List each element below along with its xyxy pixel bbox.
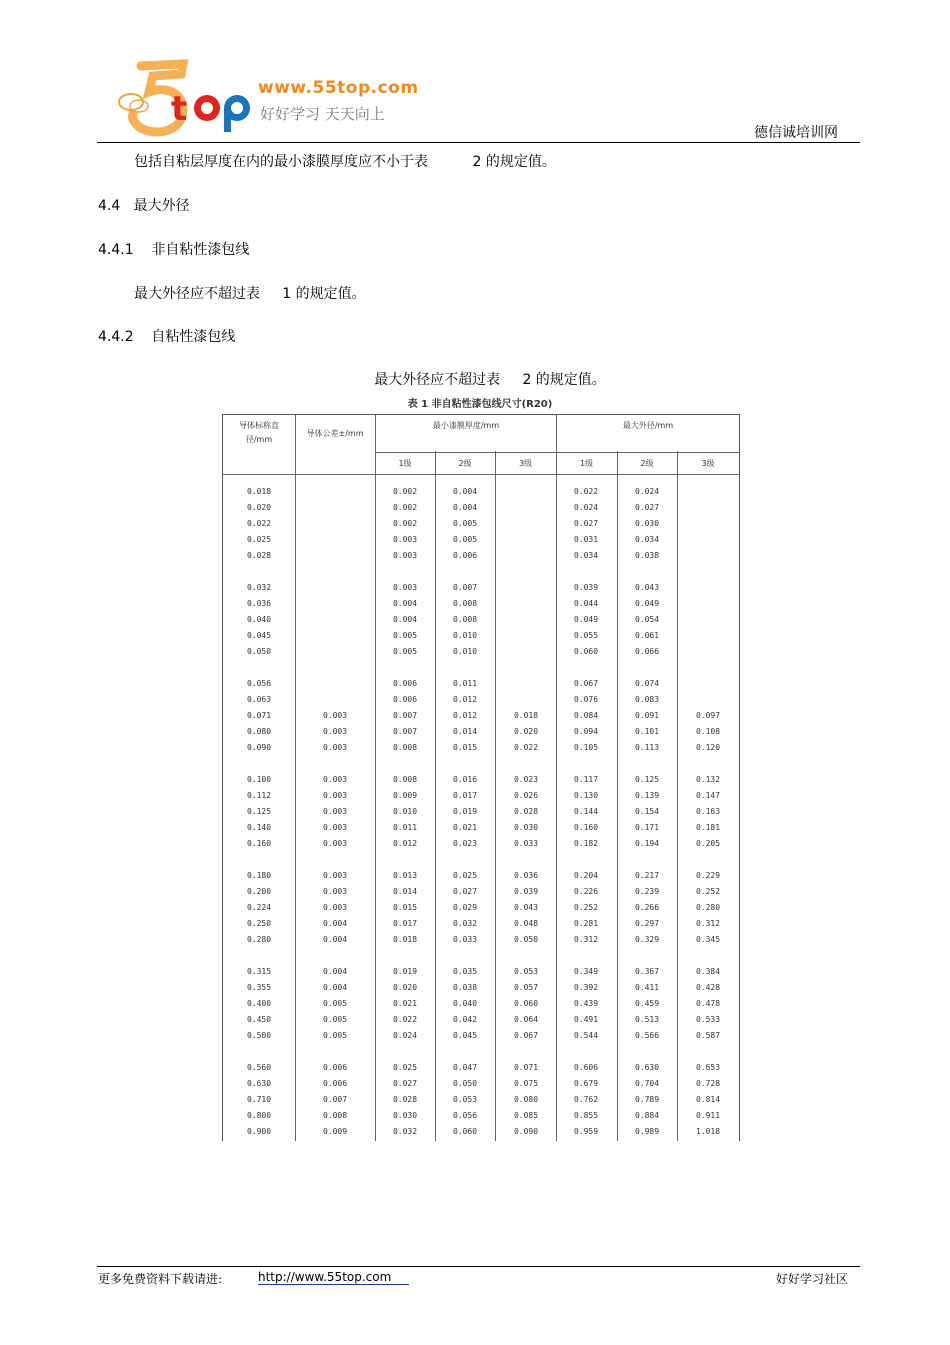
table-cell: 0.004 bbox=[322, 967, 348, 976]
table-cell: 0.025 bbox=[452, 871, 478, 880]
table-cell: 0.003 bbox=[322, 775, 348, 784]
table-cell: 0.140 bbox=[246, 823, 272, 832]
table-cell: 0.312 bbox=[573, 935, 599, 944]
table-cell: 0.181 bbox=[695, 823, 721, 832]
table-cell: 0.049 bbox=[634, 599, 660, 608]
table-cell: 0.040 bbox=[452, 999, 478, 1008]
table-cell: 0.030 bbox=[634, 519, 660, 528]
table-cell: 0.010 bbox=[452, 631, 478, 640]
table-cell: 0.066 bbox=[634, 647, 660, 656]
svg-text:t: t bbox=[171, 89, 188, 129]
footer-community-text: 好好学习社区 bbox=[775, 1272, 848, 1286]
table-cell: 0.630 bbox=[634, 1063, 660, 1072]
table-cell: 0.002 bbox=[392, 503, 418, 512]
table-cell: 0.814 bbox=[695, 1095, 721, 1104]
table-cell: 0.439 bbox=[573, 999, 599, 1008]
table-cell: 0.042 bbox=[452, 1015, 478, 1024]
table-cell: 0.053 bbox=[452, 1095, 478, 1104]
table-cell: 0.007 bbox=[392, 727, 418, 736]
table-cell: 0.100 bbox=[246, 775, 272, 784]
table-cell: 0.003 bbox=[322, 887, 348, 896]
table-cell: 0.080 bbox=[246, 727, 272, 736]
table-cell: 0.163 bbox=[695, 807, 721, 816]
table-cell: 0.004 bbox=[392, 599, 418, 608]
table-cell: 0.329 bbox=[634, 935, 660, 944]
table-cell: 0.056 bbox=[246, 679, 272, 688]
table-cell: 0.003 bbox=[322, 711, 348, 720]
table-cell: 0.513 bbox=[634, 1015, 660, 1024]
table-cell: 0.349 bbox=[573, 967, 599, 976]
table-cell: 0.022 bbox=[246, 519, 272, 528]
table-cell: 0.018 bbox=[392, 935, 418, 944]
table-cell: 0.039 bbox=[573, 583, 599, 592]
table-cell: 0.500 bbox=[246, 1031, 272, 1040]
table-cell: 0.315 bbox=[246, 967, 272, 976]
table-cell: 0.015 bbox=[392, 903, 418, 912]
table-cell: 0.027 bbox=[634, 503, 660, 512]
table-cell: 0.028 bbox=[246, 551, 272, 560]
table-cell: 0.027 bbox=[392, 1079, 418, 1088]
table-cell: 0.367 bbox=[634, 967, 660, 976]
table-cell: 0.091 bbox=[634, 711, 660, 720]
table-cell: 0.063 bbox=[246, 695, 272, 704]
table-cell: 0.048 bbox=[513, 919, 539, 928]
table-cell: 0.003 bbox=[322, 743, 348, 752]
section-4-4-2-heading: 4.4.2 自粘性漆包线 bbox=[98, 329, 236, 345]
table-cell: 0.679 bbox=[573, 1079, 599, 1088]
header-diameter: 导体标称直径/mm bbox=[239, 421, 279, 444]
table-cell: 0.028 bbox=[392, 1095, 418, 1104]
section-4-4-2-text: 最大外径应不超过表 2 的规定值。 bbox=[374, 372, 606, 388]
table-cell: 0.015 bbox=[452, 743, 478, 752]
table-cell: 0.003 bbox=[322, 823, 348, 832]
table-cell: 0.002 bbox=[392, 487, 418, 496]
table-cell: 0.054 bbox=[634, 615, 660, 624]
table-cell: 0.139 bbox=[634, 791, 660, 800]
table-cell: 0.789 bbox=[634, 1095, 660, 1104]
table-cell: 0.003 bbox=[322, 839, 348, 848]
table-cell: 0.005 bbox=[322, 1015, 348, 1024]
table-cell: 0.478 bbox=[695, 999, 721, 1008]
table-cell: 0.800 bbox=[246, 1111, 272, 1120]
table-cell: 0.027 bbox=[573, 519, 599, 528]
table-cell: 0.704 bbox=[634, 1079, 660, 1088]
table-cell: 0.034 bbox=[573, 551, 599, 560]
table-cell: 0.023 bbox=[452, 839, 478, 848]
header-min-film: 最小漆膜厚度/mm bbox=[432, 421, 500, 430]
table-cell: 0.004 bbox=[452, 503, 478, 512]
table-cell: 0.101 bbox=[634, 727, 660, 736]
table-cell: 0.004 bbox=[322, 919, 348, 928]
table-cell: 0.345 bbox=[695, 935, 721, 944]
header-subdivider bbox=[375, 452, 739, 453]
table-cell: 0.057 bbox=[513, 983, 539, 992]
table-cell: 0.022 bbox=[392, 1015, 418, 1024]
table-cell: 0.010 bbox=[452, 647, 478, 656]
header-max-outer: 最大外径/mm bbox=[622, 421, 674, 430]
section-4-4-1-text: 最大外径应不超过表 1 的规定值。 bbox=[134, 286, 366, 302]
table-cell: 0.154 bbox=[634, 807, 660, 816]
table-cell: 0.989 bbox=[634, 1127, 660, 1136]
table-cell: 0.034 bbox=[634, 535, 660, 544]
table-cell: 0.075 bbox=[513, 1079, 539, 1088]
table-cell: 0.355 bbox=[246, 983, 272, 992]
table-cell: 0.312 bbox=[695, 919, 721, 928]
table-cell: 0.090 bbox=[513, 1127, 539, 1136]
table-cell: 0.281 bbox=[573, 919, 599, 928]
table-cell: 0.544 bbox=[573, 1031, 599, 1040]
table-cell: 0.884 bbox=[634, 1111, 660, 1120]
grade-2-outer: 2级 bbox=[640, 459, 654, 468]
table-cell: 0.384 bbox=[695, 967, 721, 976]
table-cell: 0.006 bbox=[392, 695, 418, 704]
header-divider bbox=[97, 142, 860, 143]
table-cell: 0.217 bbox=[634, 871, 660, 880]
table-cell: 0.039 bbox=[513, 887, 539, 896]
table-cell: 0.630 bbox=[246, 1079, 272, 1088]
table-cell: 0.030 bbox=[392, 1111, 418, 1120]
table-cell: 0.004 bbox=[452, 487, 478, 496]
table-cell: 0.026 bbox=[513, 791, 539, 800]
table-cell: 0.003 bbox=[392, 583, 418, 592]
table-cell: 0.762 bbox=[573, 1095, 599, 1104]
table-cell: 0.005 bbox=[322, 999, 348, 1008]
table-cell: 0.025 bbox=[392, 1063, 418, 1072]
table-cell: 0.005 bbox=[452, 519, 478, 528]
table-cell: 0.060 bbox=[573, 647, 599, 656]
table-cell: 0.032 bbox=[392, 1127, 418, 1136]
table-cell: 0.029 bbox=[452, 903, 478, 912]
table-cell: 1.018 bbox=[695, 1127, 721, 1136]
table-cell: 0.182 bbox=[573, 839, 599, 848]
table-cell: 0.003 bbox=[392, 535, 418, 544]
table-cell: 0.200 bbox=[246, 887, 272, 896]
table-cell: 0.194 bbox=[634, 839, 660, 848]
table-cell: 0.112 bbox=[246, 791, 272, 800]
table-cell: 0.043 bbox=[634, 583, 660, 592]
table-cell: 0.024 bbox=[392, 1031, 418, 1040]
table-cell: 0.204 bbox=[573, 871, 599, 880]
table-cell: 0.003 bbox=[322, 807, 348, 816]
grade-3-outer: 3级 bbox=[701, 459, 715, 468]
table-cell: 0.045 bbox=[452, 1031, 478, 1040]
table-cell: 0.036 bbox=[246, 599, 272, 608]
table-cell: 0.031 bbox=[573, 535, 599, 544]
table-cell: 0.083 bbox=[634, 695, 660, 704]
table-cell: 0.006 bbox=[392, 679, 418, 688]
enameled-wire-size-table bbox=[222, 414, 740, 1141]
table-cell: 0.491 bbox=[573, 1015, 599, 1024]
table-cell: 0.005 bbox=[392, 631, 418, 640]
table-cell: 0.024 bbox=[573, 503, 599, 512]
table-cell: 0.050 bbox=[452, 1079, 478, 1088]
table-cell: 0.147 bbox=[695, 791, 721, 800]
table-cell: 0.038 bbox=[634, 551, 660, 560]
table-title: 表 1 非自粘性漆包线尺寸(R20) bbox=[407, 399, 553, 410]
table-cell: 0.280 bbox=[246, 935, 272, 944]
table-cell: 0.090 bbox=[246, 743, 272, 752]
table-cell: 0.008 bbox=[452, 615, 478, 624]
table-cell: 0.171 bbox=[634, 823, 660, 832]
table-cell: 0.428 bbox=[695, 983, 721, 992]
film-thickness-sentence: 包括自粘层厚度在内的最小漆膜厚度应不小于表 2 的规定值。 bbox=[134, 154, 556, 170]
table-cell: 0.074 bbox=[634, 679, 660, 688]
table-cell: 0.130 bbox=[573, 791, 599, 800]
table-cell: 0.064 bbox=[513, 1015, 539, 1024]
table-cell: 0.250 bbox=[246, 919, 272, 928]
table-cell: 0.113 bbox=[634, 743, 660, 752]
table-cell: 0.005 bbox=[322, 1031, 348, 1040]
table-cell: 0.071 bbox=[513, 1063, 539, 1072]
table-cell: 0.033 bbox=[513, 839, 539, 848]
table-cell: 0.012 bbox=[392, 839, 418, 848]
table-cell: 0.009 bbox=[322, 1127, 348, 1136]
table-cell: 0.033 bbox=[452, 935, 478, 944]
grade-2-film: 2级 bbox=[458, 459, 472, 468]
site-name: 德信诚培训网 bbox=[754, 125, 838, 141]
table-cell: 0.005 bbox=[392, 647, 418, 656]
table-cell: 0.108 bbox=[695, 727, 721, 736]
table-cell: 0.060 bbox=[452, 1127, 478, 1136]
table-cell: 0.097 bbox=[695, 711, 721, 720]
footer-site-link[interactable]: http://www.55top.com bbox=[258, 1270, 409, 1285]
table-cell: 0.587 bbox=[695, 1031, 721, 1040]
table-cell: 0.094 bbox=[573, 727, 599, 736]
table-cell: 0.060 bbox=[513, 999, 539, 1008]
table-cell: 0.002 bbox=[392, 519, 418, 528]
table-cell: 0.008 bbox=[452, 599, 478, 608]
table-cell: 0.012 bbox=[452, 711, 478, 720]
table-cell: 0.056 bbox=[452, 1111, 478, 1120]
table-cell: 0.911 bbox=[695, 1111, 721, 1120]
table-cell: 0.855 bbox=[573, 1111, 599, 1120]
table-cell: 0.067 bbox=[573, 679, 599, 688]
header-bottom-rule bbox=[223, 474, 739, 475]
table-cell: 0.728 bbox=[695, 1079, 721, 1088]
table-cell: 0.280 bbox=[695, 903, 721, 912]
table-cell: 0.533 bbox=[695, 1015, 721, 1024]
table-cell: 0.017 bbox=[392, 919, 418, 928]
table-cell: 0.020 bbox=[392, 983, 418, 992]
table-cell: 0.003 bbox=[322, 791, 348, 800]
table-cell: 0.053 bbox=[513, 967, 539, 976]
table-cell: 0.008 bbox=[392, 743, 418, 752]
table-cell: 0.007 bbox=[322, 1095, 348, 1104]
table-cell: 0.011 bbox=[452, 679, 478, 688]
table-cell: 0.007 bbox=[452, 583, 478, 592]
table-cell: 0.003 bbox=[322, 871, 348, 880]
table-cell: 0.035 bbox=[452, 967, 478, 976]
table-cell: 0.252 bbox=[695, 887, 721, 896]
table-cell: 0.224 bbox=[246, 903, 272, 912]
table-cell: 0.229 bbox=[695, 871, 721, 880]
table-cell: 0.004 bbox=[322, 935, 348, 944]
table-cell: 0.030 bbox=[513, 823, 539, 832]
table-cell: 0.011 bbox=[392, 823, 418, 832]
grade-1-film: 1级 bbox=[398, 459, 412, 468]
table-cell: 0.027 bbox=[452, 887, 478, 896]
table-cell: 0.006 bbox=[322, 1063, 348, 1072]
table-cell: 0.459 bbox=[634, 999, 660, 1008]
table-cell: 0.117 bbox=[573, 775, 599, 784]
table-cell: 0.036 bbox=[513, 871, 539, 880]
table-cell: 0.084 bbox=[573, 711, 599, 720]
table-cell: 0.003 bbox=[322, 727, 348, 736]
table-cell: 0.018 bbox=[513, 711, 539, 720]
table-cell: 0.411 bbox=[634, 983, 660, 992]
table-cell: 0.067 bbox=[513, 1031, 539, 1040]
table-cell: 0.226 bbox=[573, 887, 599, 896]
table-cell: 0.018 bbox=[246, 487, 272, 496]
table-cell: 0.085 bbox=[513, 1111, 539, 1120]
table-cell: 0.071 bbox=[246, 711, 272, 720]
column-divider bbox=[295, 415, 296, 1141]
table-cell: 0.010 bbox=[392, 807, 418, 816]
table-cell: 0.959 bbox=[573, 1127, 599, 1136]
table-cell: 0.061 bbox=[634, 631, 660, 640]
table-cell: 0.252 bbox=[573, 903, 599, 912]
table-cell: 0.205 bbox=[695, 839, 721, 848]
table-cell: 0.125 bbox=[634, 775, 660, 784]
grade-3-film: 3级 bbox=[518, 459, 533, 468]
table-cell: 0.132 bbox=[695, 775, 721, 784]
table-cell: 0.009 bbox=[392, 791, 418, 800]
table-cell: 0.080 bbox=[513, 1095, 539, 1104]
table-cell: 0.022 bbox=[573, 487, 599, 496]
table-cell: 0.003 bbox=[392, 551, 418, 560]
table-cell: 0.024 bbox=[634, 487, 660, 496]
table-cell: 0.044 bbox=[573, 599, 599, 608]
logo-slogan: 好好学习 天天向上 bbox=[260, 105, 385, 123]
table-cell: 0.297 bbox=[634, 919, 660, 928]
table-cell: 0.076 bbox=[573, 695, 599, 704]
table-cell: 0.050 bbox=[513, 935, 539, 944]
table-cell: 0.049 bbox=[573, 615, 599, 624]
table-cell: 0.144 bbox=[573, 807, 599, 816]
table-cell: 0.012 bbox=[452, 695, 478, 704]
table-cell: 0.005 bbox=[452, 535, 478, 544]
table-cell: 0.266 bbox=[634, 903, 660, 912]
footer-download-text: 更多免费资料下载请进: bbox=[98, 1272, 223, 1286]
table-cell: 0.050 bbox=[246, 647, 272, 656]
table-cell: 0.045 bbox=[246, 631, 272, 640]
table-cell: 0.239 bbox=[634, 887, 660, 896]
table-cell: 0.055 bbox=[573, 631, 599, 640]
table-cell: 0.008 bbox=[392, 775, 418, 784]
table-cell: 0.160 bbox=[573, 823, 599, 832]
table-cell: 0.160 bbox=[246, 839, 272, 848]
site-logo[interactable] bbox=[113, 58, 433, 138]
table-cell: 0.653 bbox=[695, 1063, 721, 1072]
header-tolerance: 导体公差±/mm bbox=[306, 429, 364, 438]
table-cell: 0.019 bbox=[392, 967, 418, 976]
logo-url-text: www.55top.com bbox=[258, 78, 419, 98]
table-cell: 0.025 bbox=[246, 535, 272, 544]
table-cell: 0.450 bbox=[246, 1015, 272, 1024]
table-cell: 0.040 bbox=[246, 615, 272, 624]
section-4-4-heading: 4.4 最大外径 bbox=[98, 198, 190, 214]
table-cell: 0.180 bbox=[246, 871, 272, 880]
table-cell: 0.020 bbox=[246, 503, 272, 512]
table-cell: 0.560 bbox=[246, 1063, 272, 1072]
table-cell: 0.566 bbox=[634, 1031, 660, 1040]
logo-graphic bbox=[113, 58, 253, 138]
grade-1-outer: 1级 bbox=[579, 459, 594, 468]
table-cell: 0.013 bbox=[392, 871, 418, 880]
table-cell: 0.392 bbox=[573, 983, 599, 992]
table-cell: 0.032 bbox=[452, 919, 478, 928]
table-cell: 0.038 bbox=[452, 983, 478, 992]
table-cell: 0.120 bbox=[695, 743, 721, 752]
table-cell: 0.004 bbox=[392, 615, 418, 624]
footer-divider bbox=[97, 1266, 860, 1267]
table-cell: 0.019 bbox=[452, 807, 478, 816]
table-cell: 0.021 bbox=[452, 823, 478, 832]
table-cell: 0.125 bbox=[246, 807, 272, 816]
table-cell: 0.023 bbox=[513, 775, 539, 784]
table-cell: 0.006 bbox=[322, 1079, 348, 1088]
table-cell: 0.032 bbox=[246, 583, 272, 592]
table-cell: 0.105 bbox=[573, 743, 599, 752]
table-cell: 0.043 bbox=[513, 903, 539, 912]
table-cell: 0.400 bbox=[246, 999, 272, 1008]
table-cell: 0.006 bbox=[452, 551, 478, 560]
section-4-4-1-heading: 4.4.1 非自粘性漆包线 bbox=[98, 242, 250, 258]
table-cell: 0.003 bbox=[322, 903, 348, 912]
table-cell: 0.022 bbox=[513, 743, 539, 752]
table-cell: 0.028 bbox=[513, 807, 539, 816]
table-cell: 0.014 bbox=[452, 727, 478, 736]
table-cell: 0.007 bbox=[392, 711, 418, 720]
table-cell: 0.004 bbox=[322, 983, 348, 992]
table-cell: 0.021 bbox=[392, 999, 418, 1008]
table-cell: 0.710 bbox=[246, 1095, 272, 1104]
table-cell: 0.017 bbox=[452, 791, 478, 800]
table-cell: 0.047 bbox=[452, 1063, 478, 1072]
table-cell: 0.020 bbox=[513, 727, 539, 736]
table-cell: 0.008 bbox=[322, 1111, 348, 1120]
table-cell: 0.016 bbox=[452, 775, 478, 784]
table-cell: 0.606 bbox=[573, 1063, 599, 1072]
table-cell: 0.900 bbox=[246, 1127, 272, 1136]
table-cell: 0.014 bbox=[392, 887, 418, 896]
